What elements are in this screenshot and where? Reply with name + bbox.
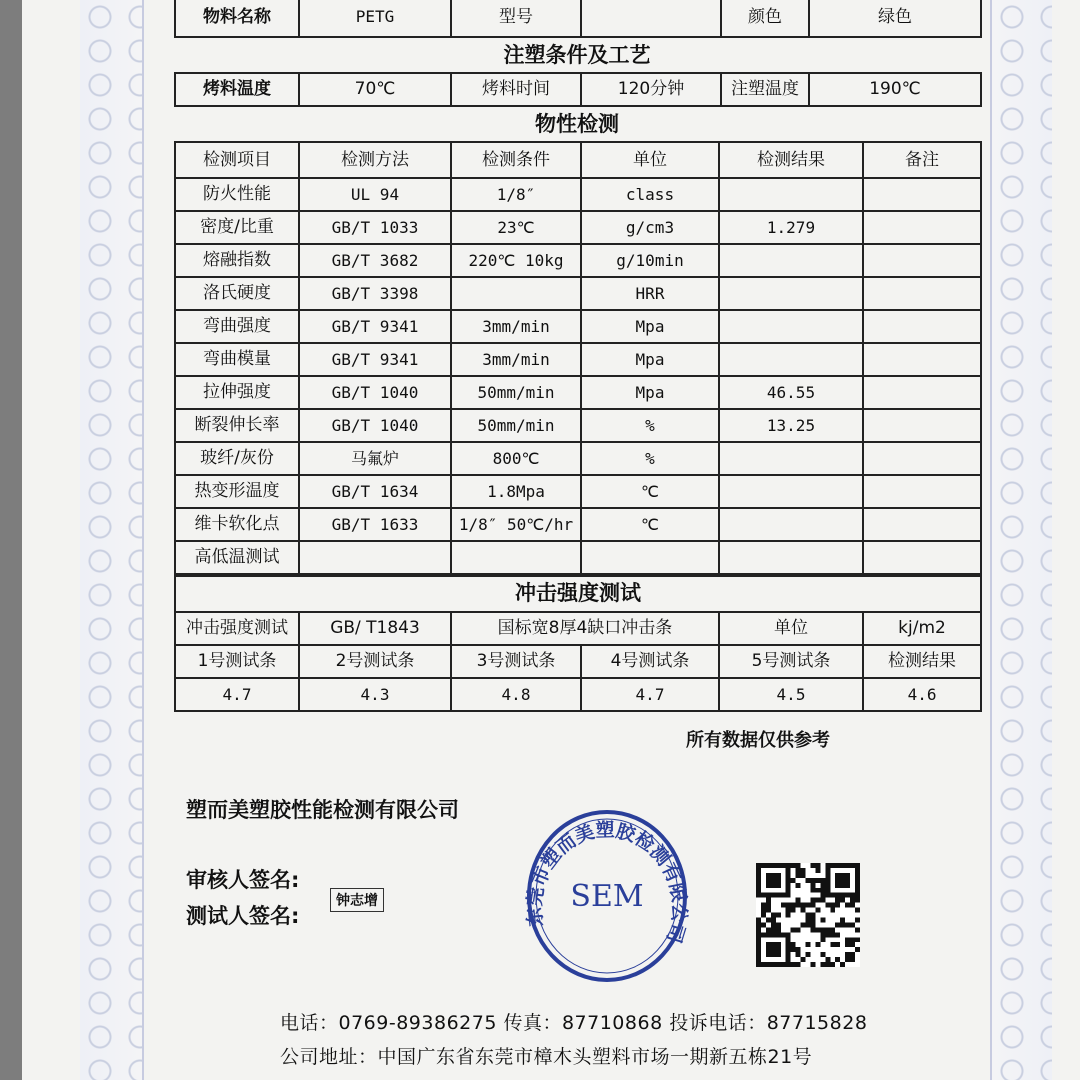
row-remark — [863, 310, 981, 343]
impact-method: GB/ T1843 — [299, 612, 451, 645]
row-condition: 1/8″ 50℃/hr — [451, 508, 581, 541]
row-item: 弯曲模量 — [175, 343, 299, 376]
row-item: 断裂伸长率 — [175, 409, 299, 442]
row-result — [719, 541, 863, 574]
row-condition — [451, 277, 581, 310]
row-result — [719, 277, 863, 310]
bar-header: 2号测试条 — [299, 645, 451, 678]
row-item: 防火性能 — [175, 178, 299, 211]
table-row — [175, 310, 981, 343]
bar-value: 4.8 — [451, 678, 581, 711]
row-unit: % — [581, 442, 719, 475]
row-item: 热变形温度 — [175, 475, 299, 508]
row-remark — [863, 508, 981, 541]
header-remark: 备注 — [863, 142, 981, 178]
row-remark — [863, 178, 981, 211]
row-method: GB/T 1633 — [299, 508, 451, 541]
row-method: GB/T 9341 — [299, 343, 451, 376]
row-unit: class — [581, 178, 719, 211]
row-condition: 23℃ — [451, 211, 581, 244]
bar-value: 4.7 — [175, 678, 299, 711]
row-method: UL 94 — [299, 178, 451, 211]
row-method: GB/T 1033 — [299, 211, 451, 244]
table-row — [175, 244, 981, 277]
row-remark — [863, 541, 981, 574]
decorative-border-left — [80, 0, 144, 1080]
contact-phone-line: 电话：0769-89386275 传真：87710868 投诉电话：87715828 — [280, 1012, 868, 1034]
background-strip — [0, 0, 22, 1080]
row-item: 高低温测试 — [175, 541, 299, 574]
bar-value: 4.3 — [299, 678, 451, 711]
company-seal-stamp — [524, 806, 690, 986]
model-value — [581, 0, 721, 37]
table-row — [175, 576, 981, 612]
row-unit: g/cm3 — [581, 211, 719, 244]
row-condition: 800℃ — [451, 442, 581, 475]
row-remark — [863, 409, 981, 442]
header-result: 检测结果 — [719, 142, 863, 178]
qr-code — [756, 862, 860, 968]
row-unit: Mpa — [581, 343, 719, 376]
bake-time-value: 120分钟 — [581, 73, 721, 106]
row-method: GB/T 1040 — [299, 409, 451, 442]
material-table — [174, 0, 982, 38]
row-remark — [863, 376, 981, 409]
header-item: 检测项目 — [175, 142, 299, 178]
tester-signature-label: 测试人签名: — [186, 904, 300, 928]
row-item: 玻纤/灰份 — [175, 442, 299, 475]
row-method: GB/T 3682 — [299, 244, 451, 277]
table-row — [175, 73, 981, 106]
row-condition: 1/8″ — [451, 178, 581, 211]
bar-value: 4.5 — [719, 678, 863, 711]
molding-table — [174, 72, 982, 107]
row-method — [299, 541, 451, 574]
row-unit: ℃ — [581, 508, 719, 541]
table-row — [175, 343, 981, 376]
header-method: 检测方法 — [299, 142, 451, 178]
header-unit: 单位 — [581, 142, 719, 178]
bar-value: 4.6 — [863, 678, 981, 711]
row-unit: ℃ — [581, 475, 719, 508]
bake-temp-label: 烤料温度 — [175, 73, 299, 106]
row-result: 1.279 — [719, 211, 863, 244]
impact-unit-value: kj/m2 — [863, 612, 981, 645]
row-method: GB/T 1040 — [299, 376, 451, 409]
impact-label: 冲击强度测试 — [175, 612, 299, 645]
row-item: 拉伸强度 — [175, 376, 299, 409]
row-result — [719, 508, 863, 541]
row-remark — [863, 475, 981, 508]
physical-table — [174, 141, 982, 575]
bar-header: 4号测试条 — [581, 645, 719, 678]
table-row — [175, 541, 981, 574]
row-result — [719, 310, 863, 343]
row-method: 马氟炉 — [299, 442, 451, 475]
row-condition: 50mm/min — [451, 409, 581, 442]
table-row — [175, 508, 981, 541]
impact-condition: 国标宽8厚4缺口冲击条 — [451, 612, 719, 645]
row-condition: 3mm/min — [451, 310, 581, 343]
color-value: 绿色 — [809, 0, 981, 37]
row-result — [719, 442, 863, 475]
table-row — [175, 277, 981, 310]
molding-section-title: 注塑条件及工艺 — [503, 43, 651, 67]
bake-time-label: 烤料时间 — [451, 73, 581, 106]
row-remark — [863, 244, 981, 277]
table-row — [175, 178, 981, 211]
row-method: GB/T 1634 — [299, 475, 451, 508]
impact-unit-label: 单位 — [719, 612, 863, 645]
bake-temp-value: 70℃ — [299, 73, 451, 106]
row-result — [719, 178, 863, 211]
tester-signature: 钟志增 — [330, 888, 384, 912]
bar-header: 1号测试条 — [175, 645, 299, 678]
row-item: 弯曲强度 — [175, 310, 299, 343]
row-result — [719, 244, 863, 277]
bar-value: 4.7 — [581, 678, 719, 711]
model-label: 型号 — [451, 0, 581, 37]
row-result: 13.25 — [719, 409, 863, 442]
row-condition: 1.8Mpa — [451, 475, 581, 508]
contact-address-line: 公司地址：中国广东省东莞市樟木头塑料市场一期新五栋21号 — [280, 1046, 813, 1068]
table-row — [175, 678, 981, 711]
bar-header: 5号测试条 — [719, 645, 863, 678]
svg-text:SEM: SEM — [570, 879, 644, 914]
table-row — [175, 211, 981, 244]
row-item: 熔融指数 — [175, 244, 299, 277]
row-result — [719, 475, 863, 508]
row-result: 46.55 — [719, 376, 863, 409]
table-row — [175, 612, 981, 645]
table-row — [175, 442, 981, 475]
table-header-row — [175, 142, 981, 178]
row-result — [719, 343, 863, 376]
row-remark — [863, 442, 981, 475]
row-method: GB/T 3398 — [299, 277, 451, 310]
row-item: 洛氏硬度 — [175, 277, 299, 310]
table-row — [175, 475, 981, 508]
svg-text:东莞市塑而美塑胶检测有限公司: 东莞市塑而美塑胶检测有限公司 — [524, 819, 690, 946]
inject-temp-value: 190℃ — [809, 73, 981, 106]
inject-temp-label: 注塑温度 — [721, 73, 809, 106]
decorative-border-right — [990, 0, 1052, 1080]
report-document — [174, 0, 980, 712]
material-name-label: 物料名称 — [175, 0, 299, 37]
row-unit: HRR — [581, 277, 719, 310]
company-name: 塑而美塑胶性能检测有限公司 — [186, 798, 459, 822]
row-item: 维卡软化点 — [175, 508, 299, 541]
row-unit: Mpa — [581, 310, 719, 343]
row-item: 密度/比重 — [175, 211, 299, 244]
row-remark — [863, 277, 981, 310]
physical-section-title: 物性检测 — [535, 112, 619, 136]
row-condition: 220℃ 10kg — [451, 244, 581, 277]
header-condition: 检测条件 — [451, 142, 581, 178]
table-row — [175, 0, 981, 37]
row-condition: 50mm/min — [451, 376, 581, 409]
row-remark — [863, 211, 981, 244]
row-unit: g/10min — [581, 244, 719, 277]
row-method: GB/T 9341 — [299, 310, 451, 343]
row-unit: Mpa — [581, 376, 719, 409]
color-label: 颜色 — [721, 0, 809, 37]
reviewer-signature-label: 审核人签名: — [186, 868, 300, 892]
row-remark — [863, 343, 981, 376]
row-unit: % — [581, 409, 719, 442]
bar-header: 3号测试条 — [451, 645, 581, 678]
row-unit — [581, 541, 719, 574]
bar-header: 检测结果 — [863, 645, 981, 678]
material-name-value: PETG — [299, 0, 451, 37]
table-row — [175, 645, 981, 678]
table-row — [175, 409, 981, 442]
row-condition: 3mm/min — [451, 343, 581, 376]
table-row — [175, 376, 981, 409]
impact-section-title: 冲击强度测试 — [175, 576, 981, 612]
impact-table — [174, 575, 982, 712]
disclaimer-note: 所有数据仅供参考 — [686, 730, 830, 751]
row-condition — [451, 541, 581, 574]
